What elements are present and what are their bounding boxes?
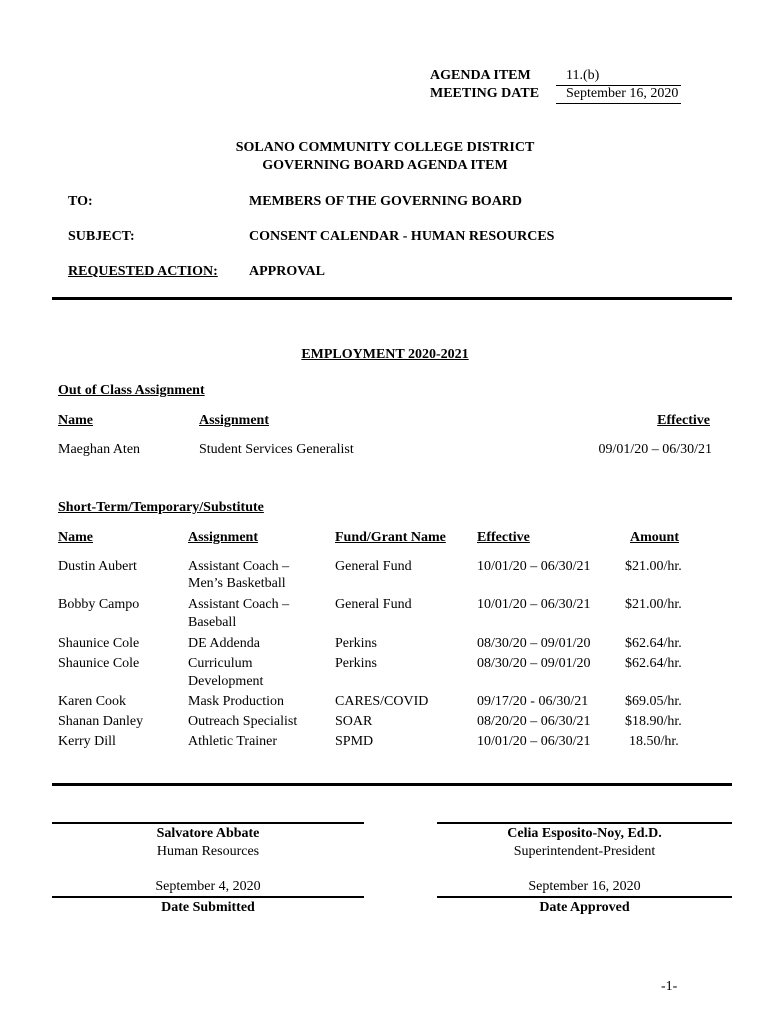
st-col-effective: Effective (477, 530, 530, 545)
st-row-name: Dustin Aubert (58, 559, 137, 574)
page-number: -1- (661, 979, 678, 994)
st-row-assignment-cont: Men’s Basketball (188, 576, 286, 591)
date-line-right (437, 896, 732, 898)
signature-line-left (52, 822, 364, 824)
meeting-date-underline (556, 103, 681, 104)
header-divider (52, 297, 732, 300)
st-row-assignment: Outreach Specialist (188, 714, 298, 729)
st-col-name: Name (58, 530, 93, 545)
signer-right-date-label: Date Approved (539, 900, 630, 915)
st-row-amount: $62.64/hr. (625, 656, 682, 671)
ooc-col-assignment: Assignment (199, 413, 270, 428)
st-col-assignment: Assignment (188, 530, 259, 545)
title-line-1: SOLANO COMMUNITY COLLEGE DISTRICT (235, 140, 535, 155)
agenda-item-label: AGENDA ITEM (430, 68, 531, 83)
st-row-fund: Perkins (335, 656, 377, 671)
st-row-effective: 10/01/20 – 06/30/21 (477, 559, 591, 574)
ooc-col-effective: Effective (657, 413, 710, 428)
st-row-fund: General Fund (335, 597, 412, 612)
to-value: MEMBERS OF THE GOVERNING BOARD (249, 194, 523, 209)
st-row-name: Kerry Dill (58, 734, 116, 749)
to-label: TO: (68, 194, 93, 209)
st-row-name: Shaunice Cole (58, 656, 140, 671)
st-row-effective: 09/17/20 - 06/30/21 (477, 694, 589, 709)
signature-line-right (437, 822, 732, 824)
subject-value: CONSENT CALENDAR - HUMAN RESOURCES (249, 229, 555, 244)
title-line-2: GOVERNING BOARD AGENDA ITEM (262, 158, 508, 173)
signer-left-name: Salvatore Abbate (156, 826, 260, 841)
st-row-assignment: Curriculum (188, 656, 253, 671)
ooc-col-name: Name (58, 413, 93, 428)
st-row-assignment: Mask Production (188, 694, 285, 709)
short-term-heading: Short-Term/Temporary/Substitute (58, 500, 264, 515)
subject-label: SUBJECT: (68, 229, 135, 244)
requested-action-label: REQUESTED ACTION: (68, 264, 218, 279)
st-row-effective: 10/01/20 – 06/30/21 (477, 734, 591, 749)
st-row-amount: $21.00/hr. (625, 559, 682, 574)
st-col-fund: Fund/Grant Name (335, 530, 446, 545)
st-row-fund: CARES/COVID (335, 694, 429, 709)
signer-right-title: Superintendent-President (513, 844, 656, 859)
st-row-assignment-cont: Baseball (188, 615, 237, 630)
agenda-item-value: 11.(b) (566, 68, 600, 83)
st-row-assignment: Athletic Trainer (188, 734, 278, 749)
signer-left-date: September 4, 2020 (155, 879, 261, 894)
signer-right-date: September 16, 2020 (528, 879, 641, 894)
ooc-row-assignment: Student Services Generalist (199, 442, 354, 457)
ooc-row-name: Maeghan Aten (58, 442, 141, 457)
st-row-name: Shanan Danley (58, 714, 144, 729)
st-col-amount: Amount (630, 530, 680, 545)
st-row-amount: $21.00/hr. (625, 597, 682, 612)
st-row-assignment: Assistant Coach – (188, 559, 290, 574)
st-row-effective: 08/20/20 – 06/30/21 (477, 714, 591, 729)
signer-left-title: Human Resources (156, 844, 260, 859)
requested-action-value: APPROVAL (249, 264, 325, 279)
st-row-fund: General Fund (335, 559, 412, 574)
table-divider (52, 783, 732, 786)
signer-right-name: Celia Esposito-Noy, Ed.D. (507, 826, 662, 841)
st-row-fund: SPMD (335, 734, 374, 749)
st-row-effective: 08/30/20 – 09/01/20 (477, 636, 591, 651)
st-row-assignment-cont: Development (188, 674, 264, 689)
out-of-class-heading: Out of Class Assignment (58, 383, 205, 398)
st-row-amount: $62.64/hr. (625, 636, 682, 651)
signer-left-date-label: Date Submitted (161, 900, 255, 915)
st-row-fund: SOAR (335, 714, 373, 729)
st-row-name: Bobby Campo (58, 597, 140, 612)
st-row-effective: 08/30/20 – 09/01/20 (477, 656, 591, 671)
st-row-assignment: DE Addenda (188, 636, 260, 651)
section-title: EMPLOYMENT 2020-2021 (301, 347, 469, 362)
st-row-name: Shaunice Cole (58, 636, 140, 651)
meeting-date-value: September 16, 2020 (566, 86, 679, 101)
st-row-fund: Perkins (335, 636, 377, 651)
ooc-row-effective: 09/01/20 – 06/30/21 (598, 442, 712, 457)
st-row-name: Karen Cook (58, 694, 127, 709)
date-line-left (52, 896, 364, 898)
st-row-assignment: Assistant Coach – (188, 597, 290, 612)
meeting-date-label: MEETING DATE (430, 86, 540, 101)
st-row-amount: $18.90/hr. (625, 714, 682, 729)
st-row-amount: $69.05/hr. (625, 694, 682, 709)
st-row-effective: 10/01/20 – 06/30/21 (477, 597, 591, 612)
st-row-amount: 18.50/hr. (629, 734, 679, 749)
